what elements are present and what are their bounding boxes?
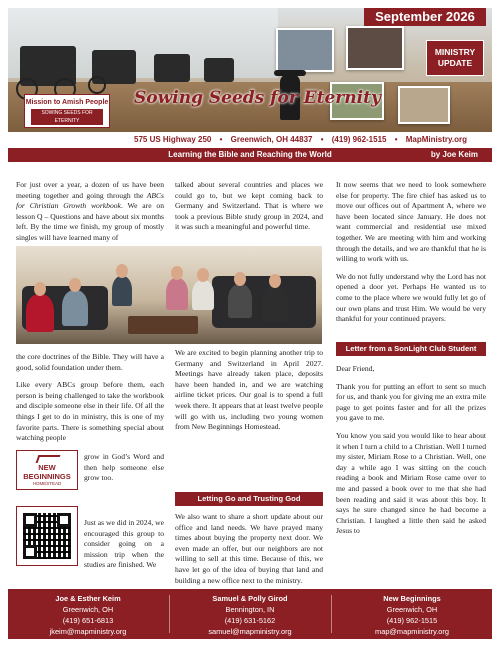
- paragraph: We also want to share a short update about our office and land needs. We have prayed many times about buying the property next door. We even made an offer, but our neighbors are not willing to sell at this time. Because of this, we have let go of the idea of buying that land and building a new office next to the ministry.: [175, 512, 323, 585]
- bible-study-group-photo: [16, 246, 322, 344]
- buggy-image: [154, 54, 190, 82]
- column-1-top: [16, 180, 164, 251]
- contact-name: New Beginnings: [383, 594, 441, 603]
- paragraph: grow in God’s Word and then help someone else grow too.: [84, 452, 164, 483]
- person-figure: [112, 276, 132, 306]
- article-byline: by Joe Keim: [430, 150, 478, 159]
- contact-phone: (419) 631-5162: [224, 616, 276, 625]
- paragraph: We are excited to begin planning another trip to Germany and Switzerland in April 2027. Meetings have already taken place, deposits have been handed in, and we are watching airline ticket prices. Our goal is to spend a full week there. It appears that at least twelve people will go with us, including two young women from New Beginnings Homestead.: [175, 348, 323, 432]
- person-figure: [26, 294, 54, 332]
- separator: •: [320, 135, 324, 144]
- contact-name: Joe & Esther Keim: [55, 594, 121, 603]
- ministry-logo: [24, 94, 110, 128]
- paragraph: the core doctrines of the Bible. They will have a good, solid foundation under them.: [16, 352, 164, 372]
- buggy-image: [204, 58, 234, 82]
- paragraph: Just as we did in 2024, we encouraged this group to consider going on a mission trip when the studies are finished. We: [84, 518, 164, 570]
- section-heading-letter: Letter from a SonLight Club Student: [336, 342, 486, 356]
- logo-title: Mission to Amish People: [25, 99, 109, 106]
- footer-contact-girod: [170, 593, 330, 637]
- column-1-beside-logo: [84, 452, 164, 491]
- person-head: [234, 272, 246, 286]
- footer-contact-new-beginnings: [332, 593, 492, 637]
- qr-code[interactable]: [16, 506, 78, 566]
- badge-line-1: MINISTRY: [434, 47, 476, 57]
- contact-city: Bennington, IN: [225, 605, 275, 614]
- paragraph: We do not fully understand why the Lord has not opened a door yet. Perhaps He wanted us to come to the place where we would fully let go of our own plans and trust Him. We would be very thankful for your continued prayers.: [336, 271, 486, 324]
- contact-email[interactable]: samuel@mapministry.org: [208, 627, 292, 636]
- paragraph: Thank you for putting an effort to sent so much for us, and thank you for giving me an extra mile page to get points faster and for all the prizes you gave to me.: [336, 381, 486, 423]
- paragraph: It now seems that we need to look somewhere else for property. The fire chief has asked us to move our offices out of Apartment A, where we have been located since January. He does not want commercial and residential use mixed together. We are meeting with him and working through the details, and we are thankful that he is willing to work with us.: [336, 180, 486, 264]
- issue-date-badge: September 2026: [364, 8, 486, 26]
- address-street: 575 US Highway 250: [134, 135, 212, 144]
- collage-photo-crowd: [398, 86, 450, 124]
- separator: •: [219, 135, 223, 144]
- new-beginnings-logo: [16, 450, 78, 490]
- column-2-middle: [175, 348, 323, 440]
- contact-email[interactable]: map@mapministry.org: [375, 627, 449, 636]
- article-title-band: [8, 148, 492, 162]
- address-city: Greenwich, OH 44837: [230, 135, 313, 144]
- paragraph-text: For just over a year, a dozen of us have been meeting together and going through the: [16, 180, 164, 200]
- column-2-top: [175, 180, 323, 240]
- contact-city: Greenwich, OH: [62, 605, 114, 614]
- coffee-table: [128, 316, 198, 334]
- column-3-letter: [336, 364, 486, 544]
- contact-phone: (419) 651-6813: [62, 616, 114, 625]
- person-figure: [166, 278, 188, 310]
- nb-logo-sub: HOMESTEAD: [32, 481, 62, 486]
- person-figure: [262, 286, 288, 322]
- paragraph: You know you said you would like to hear about it when I turn a child to a Christian. Well I turned my sister, Miriam Rose to a Christian. Well, one day a while ago I was sitting on the couch reading a book and Miriam Rose came over to me and passed a book over to me that she had been reading and said it was about this boy. It says he sure changed since he had become a Christian. I laughed a little then said he asked Jesus to: [336, 430, 486, 536]
- section-heading-letting-go: Letting Go and Trusting God: [175, 492, 323, 506]
- address-phone: (419) 962-1515: [331, 135, 387, 144]
- column-1-beside-qr: [84, 518, 164, 578]
- contact-phone: (419) 962-1515: [386, 616, 438, 625]
- person-figure: [192, 280, 214, 310]
- badge-line-2: UPDATE: [437, 58, 473, 68]
- letter-greeting: Dear Friend,: [336, 364, 375, 373]
- paragraph: Like every ABCs group before them, each person is being challenged to take the workbook and disciple someone else in their life. Of all the things I get to do in ministry, this is one of my favorite parts. There is something special about watching people: [16, 380, 164, 443]
- house-roof-icon: [36, 455, 61, 463]
- person-head: [69, 278, 81, 292]
- contact-name: Samuel & Polly Girod: [212, 594, 288, 603]
- separator: •: [394, 135, 398, 144]
- contact-city: Greenwich, OH: [386, 605, 438, 614]
- person-head: [269, 274, 281, 288]
- person-head: [197, 268, 209, 282]
- paragraph: [16, 180, 164, 244]
- workbook-title: ABCs for Christian Growth workbook: [16, 190, 164, 211]
- person-figure: [228, 284, 252, 318]
- nb-logo-main: NEW BEGINNINGS: [23, 463, 71, 481]
- buggy-wheel: [88, 76, 106, 94]
- contact-footer: [8, 589, 492, 639]
- column-1-middle: [16, 352, 164, 451]
- address-bar: [8, 132, 492, 148]
- paragraph-text: . We are on lesson Q – Questions and have about six months left. By the time we finish, my group of mostly singles will have learned many of: [16, 201, 164, 242]
- column-3-top: [336, 180, 486, 332]
- logo-subtitle: SOWING SEEDS FOR ETERNITY: [31, 109, 103, 125]
- masthead-tagline: Sowing Seeds for Eternity: [134, 88, 381, 108]
- person-head: [171, 266, 183, 280]
- person-head: [34, 282, 46, 296]
- collage-photo-gathering: [346, 26, 404, 70]
- article-headline: Learning the Bible and Reaching the World: [168, 150, 332, 159]
- address-website[interactable]: MapMinistry.org: [405, 135, 467, 144]
- collage-photo-group: [276, 28, 334, 72]
- paragraph: talked about several countries and places we could go to, but we kept coming back to Germany and Switzerland. That is where we took a previous Bible study group in 2024, and it was such a meaningful and powerful time.: [175, 180, 323, 232]
- column-2-bottom: [175, 512, 323, 593]
- person-head: [116, 264, 128, 278]
- qr-corner-marker: [23, 513, 37, 527]
- contact-email[interactable]: jkeim@mapministry.org: [49, 627, 127, 636]
- amish-hat-image: [274, 70, 306, 76]
- qr-corner-marker: [23, 545, 37, 559]
- qr-corner-marker: [57, 513, 71, 527]
- ministry-update-badge: [426, 40, 484, 76]
- footer-contact-keim: [8, 593, 168, 637]
- person-figure: [62, 290, 88, 326]
